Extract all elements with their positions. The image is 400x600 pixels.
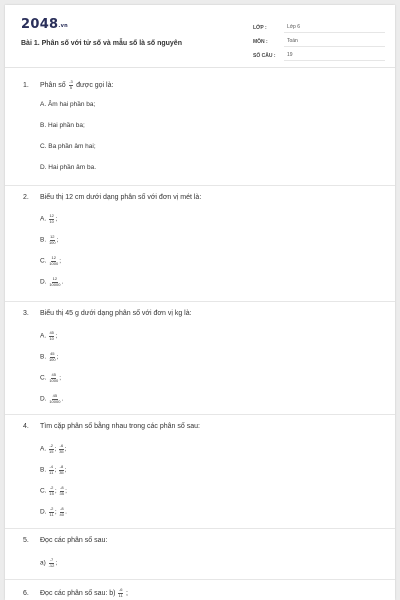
fraction <box>49 444 54 454</box>
question-number: 3. <box>23 310 29 317</box>
fraction-denominator: 11 <box>118 592 123 598</box>
fraction-denominator: 100 <box>48 356 56 362</box>
fraction-numerator: 12 <box>51 255 56 260</box>
option-end: . <box>61 278 64 286</box>
option-label: C. <box>40 257 49 265</box>
answer-option[interactable] <box>40 394 63 404</box>
answer-option[interactable] <box>40 235 58 245</box>
option-end: ; <box>55 332 58 340</box>
answer-option[interactable] <box>40 352 58 362</box>
option-label: a) <box>40 559 48 567</box>
answer-option[interactable] <box>40 465 67 475</box>
answer-option[interactable] <box>40 214 57 224</box>
answer-option[interactable] <box>40 507 67 517</box>
fraction-denominator: 35 <box>59 490 64 496</box>
option-label: D. <box>40 395 49 403</box>
fraction <box>59 465 64 475</box>
fraction-denominator: 15 <box>49 448 54 454</box>
question-prompt: Đọc các phân số sau: b) <box>40 589 116 597</box>
option-label: A. <box>40 332 48 340</box>
fraction-numerator: 45 <box>49 330 54 335</box>
answer-option[interactable] <box>40 164 96 171</box>
answer-option[interactable] <box>40 277 63 287</box>
option-end: ; <box>59 257 62 265</box>
question-text <box>23 194 201 201</box>
question-divider <box>5 301 395 302</box>
fraction-denominator: 11 <box>49 511 54 517</box>
answer-option[interactable] <box>40 444 67 454</box>
fraction-numerator: -6 <box>118 587 123 592</box>
option-label: C. <box>40 487 49 495</box>
question-prompt: Tìm cặp phân số bằng nhau trong các phân số sau: <box>40 423 200 430</box>
meta-label: MÔN : <box>253 39 268 45</box>
fraction-numerator: 12 <box>50 234 55 239</box>
question-text <box>23 588 128 598</box>
worksheet-header <box>5 5 395 68</box>
logo-text: 2048 <box>21 17 59 32</box>
option-label: B. <box>40 236 48 244</box>
fraction-denominator: 15 <box>49 490 54 496</box>
option-end: ; <box>55 559 58 567</box>
option-label: C. <box>40 374 49 382</box>
option-separator: ; <box>54 508 59 516</box>
fraction <box>60 507 65 517</box>
question-prompt: Đọc các phân số sau: <box>40 537 108 544</box>
fraction <box>49 465 54 475</box>
fraction <box>49 373 58 383</box>
fraction-numerator: -6 <box>59 443 64 448</box>
option-end: ; <box>56 353 59 361</box>
fraction-denominator: 10000 <box>49 281 61 287</box>
option-label: D. <box>40 278 49 286</box>
fraction <box>49 235 56 245</box>
fraction <box>49 507 54 517</box>
option-end: ; <box>56 236 59 244</box>
answer-option[interactable] <box>40 122 85 129</box>
option-label: A. <box>40 445 48 453</box>
question-number: 2. <box>23 194 29 201</box>
fraction-numerator: -7 <box>49 557 54 562</box>
meta-row-class <box>253 19 385 33</box>
fraction <box>49 256 58 266</box>
fraction <box>59 444 64 454</box>
option-text: A. Âm hai phần ba; <box>40 101 96 108</box>
question-number: 1. <box>23 81 29 89</box>
fraction <box>118 588 123 598</box>
meta-value: Lớp 6 <box>284 24 385 33</box>
fraction <box>49 214 54 224</box>
option-label: B. <box>40 353 48 361</box>
fraction-numerator: -8 <box>59 464 64 469</box>
question-number: 4. <box>23 423 29 430</box>
question-text <box>23 423 200 430</box>
fraction-denominator: 35 <box>59 469 64 475</box>
fraction-numerator: -2 <box>49 443 54 448</box>
fraction-denominator: 35 <box>59 448 64 454</box>
site-logo[interactable] <box>21 17 68 32</box>
fraction-numerator: -3 <box>69 79 73 84</box>
fraction-denominator: 1000 <box>49 260 59 266</box>
fraction <box>69 80 74 90</box>
fraction-denominator: 11 <box>49 469 54 475</box>
fraction <box>49 331 54 341</box>
fraction-denominator: 5 <box>69 84 73 90</box>
option-label: D. <box>40 508 49 516</box>
fraction-numerator: -2 <box>49 506 54 511</box>
logo-tld: .vn <box>58 23 69 29</box>
meta-label: SỐ CÂU : <box>253 53 276 59</box>
answer-option[interactable] <box>40 558 57 568</box>
fraction-denominator: 10 <box>49 218 54 224</box>
answer-option[interactable] <box>40 486 67 496</box>
answer-option[interactable] <box>40 256 61 266</box>
meta-value: 19 <box>284 52 385 61</box>
fraction-numerator: 45 <box>51 372 56 377</box>
option-text: D. Hai phần âm ba. <box>40 164 97 171</box>
fraction-numerator: 45 <box>52 393 58 398</box>
option-separator: ; <box>54 466 59 474</box>
option-end: ; <box>64 445 67 453</box>
fraction-numerator: 12 <box>49 213 54 218</box>
meta-row-subject <box>253 33 385 47</box>
fraction <box>49 352 56 362</box>
worksheet-title: Bài 1. Phân số với tử số và mẫu số là số nguyên <box>21 40 182 47</box>
question-text <box>23 80 113 90</box>
meta-value: Toán <box>284 38 385 47</box>
fraction <box>48 557 58 568</box>
answer-option[interactable] <box>40 101 95 108</box>
question-divider <box>5 579 395 580</box>
option-separator: ; <box>54 445 59 453</box>
fraction-numerator: -8 <box>60 506 64 511</box>
fraction-denominator: 10 <box>49 335 54 341</box>
option-text: C. Ba phần âm hai; <box>40 143 96 150</box>
question-prompt: Biểu thị 45 g dưới dạng phân số với đơn vị kg là: <box>40 310 192 317</box>
question-prompt: Biểu thị 12 cm dưới dạng phân số với đơn vị mét là: <box>40 194 202 201</box>
answer-option[interactable] <box>40 331 57 341</box>
fraction-denominator: 40 <box>59 511 64 517</box>
question-prompt-end: ; <box>125 589 128 597</box>
fraction-numerator: 45 <box>50 351 55 356</box>
meta-row-question-count <box>253 47 385 61</box>
meta-label: LỚP : <box>253 25 267 31</box>
answer-option[interactable] <box>40 373 61 383</box>
question-prompt-end: được gọi là: <box>76 81 114 89</box>
worksheet-page <box>5 5 395 600</box>
fraction <box>49 486 54 496</box>
option-end: ; <box>64 466 67 474</box>
fraction <box>49 394 60 404</box>
fraction-numerator: 12 <box>52 276 58 281</box>
option-text: B. Hai phần ba; <box>40 122 85 129</box>
option-label: A. <box>40 215 48 223</box>
fraction-numerator: -4 <box>49 464 54 469</box>
option-end: . <box>61 395 64 403</box>
fraction-denominator: 1000 <box>49 377 59 383</box>
fraction-denominator: 10000 <box>49 398 61 404</box>
fraction-denominator: -12 <box>48 562 55 568</box>
question-number: 6. <box>23 589 29 597</box>
fraction-numerator: -2 <box>49 485 54 490</box>
question-prompt: Phân số <box>40 81 66 89</box>
answer-option[interactable] <box>40 143 96 150</box>
option-end: . <box>65 508 67 516</box>
fraction-numerator: -8 <box>60 485 64 490</box>
option-label: B. <box>40 466 48 474</box>
question-text <box>23 310 192 317</box>
worksheet-meta <box>253 19 385 61</box>
option-end: ; <box>55 215 58 223</box>
question-number: 5. <box>23 537 29 544</box>
fraction <box>49 277 60 287</box>
option-end: ; <box>59 374 62 382</box>
question-divider <box>5 414 395 415</box>
question-text <box>23 537 107 544</box>
question-divider <box>5 528 395 529</box>
option-end: ; <box>65 487 67 495</box>
option-separator: ; <box>54 487 59 495</box>
fraction-denominator: 100 <box>48 239 56 245</box>
question-divider <box>5 185 395 186</box>
fraction <box>60 486 65 496</box>
